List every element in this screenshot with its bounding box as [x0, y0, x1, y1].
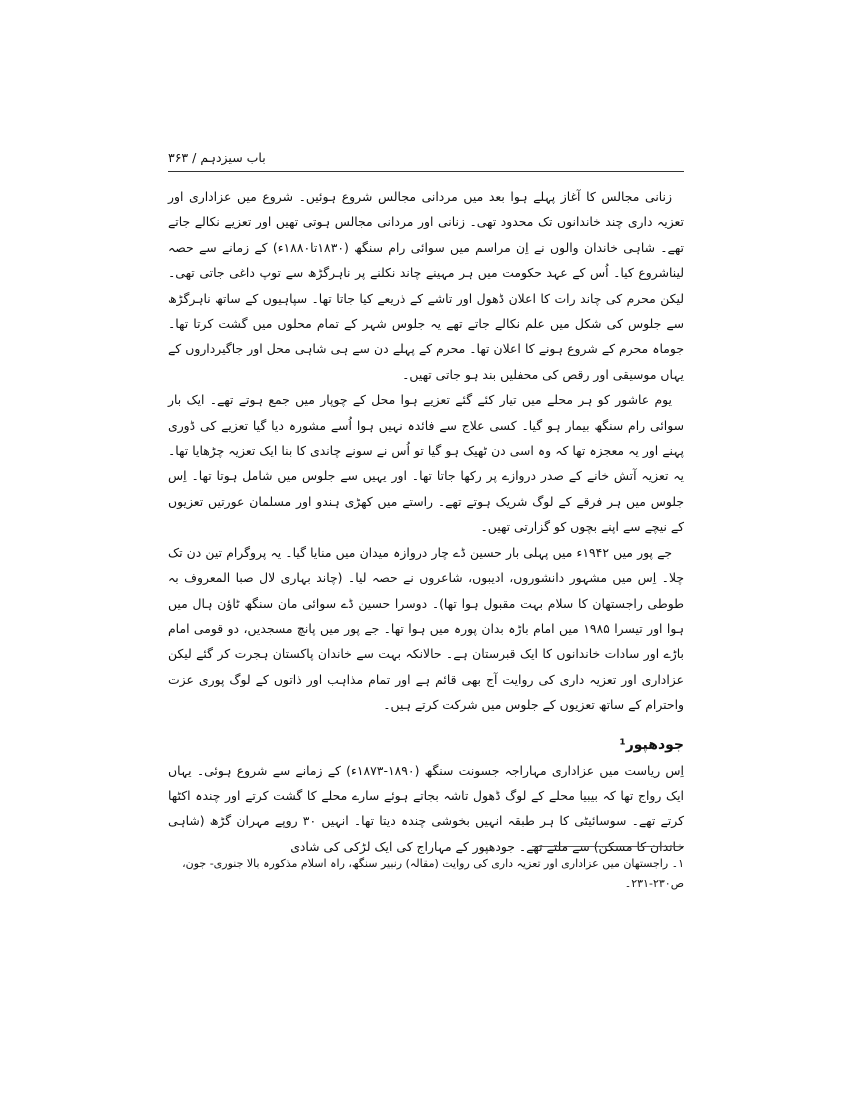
paragraph: جے پور میں ۱۹۴۲ء میں پہلی بار حسین ڈے چار دروازہ میدان میں منایا گیا۔ یہ پروگرام تین دن تک چلا۔ اِس میں مشہور دانشوروں، ادیبوں، شاعروں نے حصہ لیا۔ (چاند بہاری لال صبا المعروف بہ طوطی راجستھان کا سلام بہت مقبول ہوا تھا)۔ دوسرا حسین ڈے سوائی مان سنگھ ٹاؤن ہال میں ہوا اور تیسرا ۱۹۸۵ میں امام باڑہ بدان پورہ میں ہوا تھا۔ جے پور میں پانچ مسجدیں، دو قومی امام باڑے اور سادات خاندانوں کا ایک قبرستان ہے۔ حالانکہ بہت سے خاندان پاکستان ہجرت کر گئے لیکن عزاداری اور تعزیہ داری کی روایت آج بھی قائم ہے اور تمام مذاہب اور ذاتوں کے لوگ پوری عزت واحترام کے ساتھ تعزیوں کے جلوس میں شرکت کرتے ہیں۔: [168, 544, 684, 713]
header-divider: [168, 171, 684, 172]
paragraph: زنانی مجالس کا آغاز پہلے ہوا بعد میں مردانی مجالس شروع ہوئیں۔ شروع میں عزاداری اور تعزیہ داری چند خاندانوں تک محدود تھی۔ زنانی اور مردانی مجالس ہوتی تھیں اور تعزیے نکالے جاتے تھے۔ شاہی خاندان والوں نے اِن مراسم میں سوائی رام سنگھ (۱۸۳۰تا۱۸۸۰ء) کے زمانے سے حصہ لیناشروع کیا۔ اُس کے عہد حکومت میں ہر مہینے چاند نکلنے پر ناہرگڑھ سے توپ داغی جاتی تھی۔ لیکن محرم کی چاند رات کا اعلان ڈھول اور تاشے کے ذریعے کیا جاتا تھا۔ سپاہیوں کے ساتھ ناہرگڑھ سے جلوس کی شکل میں علم نکالے جاتے تھے یہ جلوس شہر کے تمام محلوں میں گشت کرتا تھا۔ جوماہ محرم کے شروع ہونے کا اعلان تھا۔ محرم کے پہلے دن سے ہی شاہی محل اور جاگیرداروں کے یہاں موسیقی اور رقص کی محفلیں بند ہو جاتی تھیں۔: [168, 189, 684, 382]
footnote: ۱۔ راجستھان میں عزاداری اور تعزیہ داری کی روایت (مقالہ) رنبیر سنگھ، راہ اسلام مذکورہ بالا جنوری- جون، ص۲۳۰-۲۳۱۔: [182, 857, 684, 890]
footnote-divider: [532, 846, 684, 847]
main-text: [168, 184, 684, 859]
section-heading: جودھپور¹: [619, 736, 684, 753]
paragraph: یوم عاشور کو ہر محلے میں تیار کئے گئے تعزیے ہوا محل کے چوپار میں جمع ہوتے تھے۔ ایک بار سوائی رام سنگھ بیمار ہو گیا۔ کسی علاج سے فائدہ نہیں ہوا اُسے مشورہ دیا گیا تعزیے کی ڈوری پہنے اور یہ معجزہ تھا کہ وہ اسی دن ٹھیک ہو گیا تو اُس نے سونے چاندی کا بنا ایک تعزیہ چڑھایا تھا۔ یہ تعزیہ آتش خانے کے صدر دروازے پر رکھا جاتا تھا۔ اور یہیں سے جلوس میں شامل ہوتا تھا۔ اِس جلوس میں ہر فرقے کے لوگ شریک ہوتے تھے۔ راستے میں کھڑی ہندو اور مسلمان عورتیں تعزیوں کے نیچے سے اپنے بچوں کو گزارتی تھیں۔: [168, 392, 684, 535]
running-header: باب سیزدہم / ۳۶۳: [168, 150, 266, 165]
paragraph: اِس ریاست میں عزاداری مہاراجہ جسونت سنگھ (۱۸۹۰-۱۸۷۳ء) کے زمانے سے شروع ہوئی۔ یہاں ایک رواج تھا کہ بیبیا محلے کے لوگ ڈھول تاشہ بجاتے ہوئے سارے محلے کا گشت کرتے اور چندہ اکٹھا کرتے تھے۔ سوسائیٹی کا ہر طبقہ انہیں بخوشی چندہ دیتا تھا۔ انہیں ۳۰ روپے مہران گڑھ (شاہی خاندان کا مسکن) سے ملتے تھے۔ جودھپور کے مہاراج کی ایک لڑکی کی شادی: [168, 762, 684, 854]
